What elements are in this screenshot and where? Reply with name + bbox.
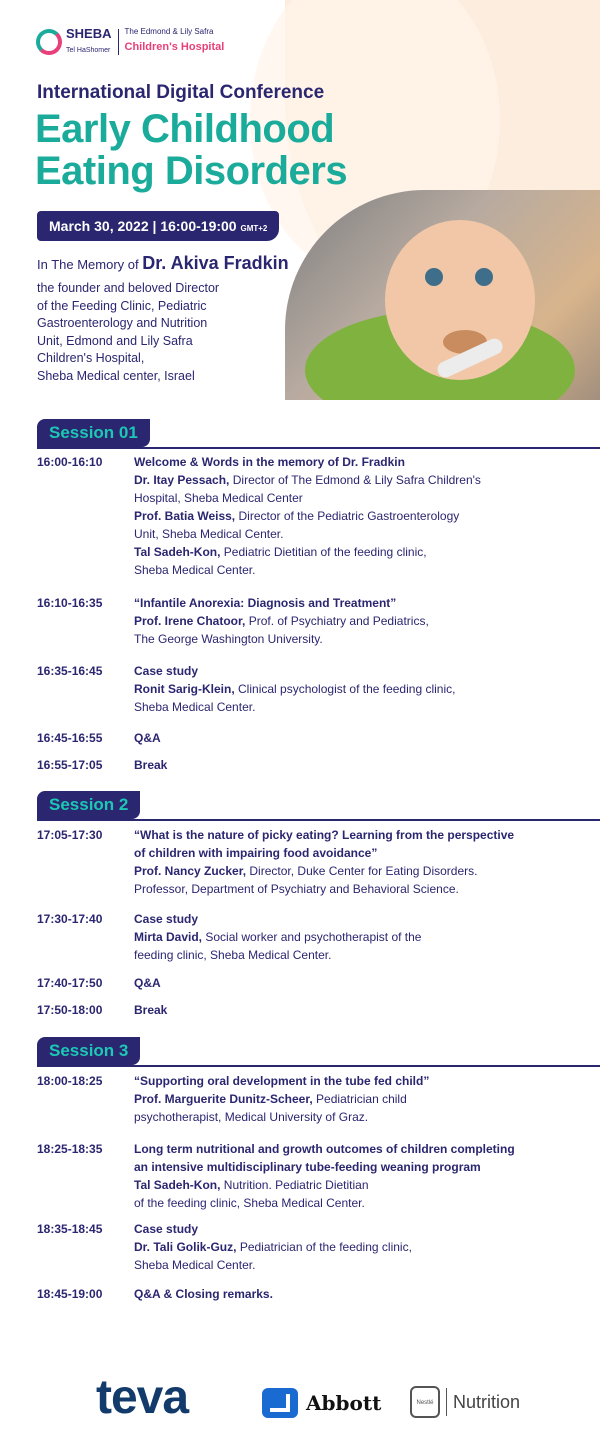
speaker-desc: Director, Duke Center for Eating Disorders. [249,864,478,878]
agenda-time: 16:10-16:35 [37,596,103,610]
abbott-icon [262,1388,298,1418]
agenda-time: 18:00-18:25 [37,1074,103,1088]
agenda-time: 17:40-17:50 [37,976,103,990]
abbott-logo [262,1388,381,1418]
speaker-name: Ronit Sarig-Klein, [134,682,235,696]
speaker-desc: Social worker and psychotherapist of the [205,930,422,944]
logo-safra-line: The Edmond & Lily Safra [124,27,214,37]
timezone: GMT+2 [240,224,268,233]
abbott-wordmark: Abbott [306,1391,382,1415]
founder-line: Gastroenterology and Nutrition [37,316,208,330]
speaker-desc: Professor, Department of Psychiatry and Behavioral Science. [134,882,459,896]
agenda-title: “Infantile Anorexia: Diagnosis and Treatment” [134,596,397,610]
speaker-name: Prof. Marguerite Dunitz-Scheer, [134,1092,313,1106]
agenda-title: “What is the nature of picky eating? Learning from the perspective [134,828,515,842]
speaker-desc: Sheba Medical Center. [134,563,256,577]
speaker-desc: Pediatrician child [316,1092,407,1106]
agenda-time: 17:05-17:30 [37,828,103,842]
agenda-time: 18:35-18:45 [37,1222,103,1236]
nestle-nest-icon: Nestlé [410,1386,440,1418]
session-2-label: Session 2 [37,791,140,819]
agenda-time: 16:35-16:45 [37,664,103,678]
agenda-title: Long term nutritional and growth outcomes of children completing [134,1142,515,1156]
session-1-divider [37,447,600,449]
speaker-desc: Clinical psychologist of the feeding clinic, [238,682,456,696]
speaker-name: Dr. Itay Pessach, [134,473,230,487]
session-3-divider [37,1065,600,1067]
teva-logo: teva [96,1371,189,1424]
speaker-desc: Unit, Sheba Medical Center. [134,527,284,541]
speaker-desc: Sheba Medical Center. [134,700,256,714]
nestle-divider [446,1388,447,1416]
agenda-title-2: an intensive multidisciplinary tube-feeding weaning program [134,1160,481,1174]
speaker-name: Dr. Tali Golik-Guz, [134,1240,237,1254]
sheba-logo [36,27,224,56]
agenda-title: Break [134,1003,168,1017]
session-2-divider [37,819,600,821]
founder-line: the founder and beloved Director [37,281,220,295]
founder-line: Unit, Edmond and Lily Safra [37,333,193,348]
agenda-title: Case study [134,1222,199,1236]
session-1-label: Session 01 [37,419,150,447]
agenda-time: 18:45-19:00 [37,1287,103,1301]
page-title [35,108,435,192]
agenda-time: 17:30-17:40 [37,912,103,926]
agenda-title: Break [134,758,168,772]
sheba-logo-icon [36,29,62,55]
speaker-desc: Nutrition. Pediatric Dietitian [223,1178,369,1192]
founder-line: Sheba Medical center, Israel [37,368,195,383]
speaker-name: Prof. Nancy Zucker, [134,864,247,878]
founder-description [37,280,262,385]
speaker-desc: of the feeding clinic, Sheba Medical Center. [134,1196,365,1210]
agenda-time: 17:50-18:00 [37,1003,103,1017]
agenda-title: Case study [134,912,199,926]
speaker-desc: Pediatrician of the feeding clinic, [239,1240,412,1254]
agenda-time: 16:00-16:10 [37,455,103,469]
agenda-title: Case study [134,664,199,678]
agenda-time: 18:25-18:35 [37,1142,103,1156]
photo-eye-right [475,268,493,286]
speaker-desc: Sheba Medical Center. [134,1258,256,1272]
speaker-name: Prof. Irene Chatoor, [134,614,246,628]
agenda-time: 16:55-17:05 [37,758,103,772]
memory-line [37,253,289,274]
speaker-name: Tal Sadeh-Kon, [134,1178,221,1192]
date-bar [37,211,279,241]
title-line-1: Early Childhood [35,107,335,151]
session-3-label: Session 3 [37,1037,140,1065]
photo-eye-left [425,268,443,286]
speaker-name: Mirta David, [134,930,203,944]
logo-sheba-sub: Tel HaShomer [66,47,111,54]
founder-line: of the Feeding Clinic, Pediatric [37,298,207,313]
agenda-title: Q&A [134,731,161,745]
title-line-2: Eating Disorders [35,149,348,193]
agenda-title-2: of children with impairing food avoidance” [134,846,378,860]
agenda-title: Q&A [134,976,161,990]
speaker-desc: Director of The Edmond & Lily Safra Children's [232,473,481,487]
founder-line: Children's Hospital, [37,351,145,365]
nestle-division: Nutrition [453,1391,521,1412]
speaker-name: Prof. Batia Weiss, [134,509,236,523]
memory-prefix: In The Memory of [37,257,139,272]
speaker-desc: Prof. of Psychiatry and Pediatrics, [248,614,429,628]
agenda-title: “Supporting oral development in the tube fed child” [134,1074,430,1088]
speaker-desc: feeding clinic, Sheba Medical Center. [134,948,332,962]
agenda-title: Welcome & Words in the memory of Dr. Fradkin [134,455,405,469]
sponsor-logos [0,1370,600,1430]
speaker-desc: The George Washington University. [134,632,323,646]
logo-safra-hospital: Children's Hospital [124,41,225,54]
speaker-desc: Director of the Pediatric Gastroenterology [238,509,460,523]
nestle-logo [410,1386,520,1418]
conference-type: International Digital Conference [37,82,325,103]
speaker-desc: Pediatric Dietitian of the feeding clinic, [223,545,427,559]
speaker-desc: psychotherapist, Medical University of Graz. [134,1110,369,1124]
logo-sheba: SHEBA [66,26,112,41]
speaker-name: Tal Sadeh-Kon, [134,545,221,559]
agenda-time: 16:45-16:55 [37,731,103,745]
memory-name: Dr. Akiva Fradkin [142,253,289,273]
speaker-desc: Hospital, Sheba Medical Center [134,491,303,505]
logo-divider [118,29,119,55]
agenda-title: Q&A & Closing remarks. [134,1287,273,1301]
date-text: March 30, 2022 | 16:00-19:00 [49,218,237,234]
